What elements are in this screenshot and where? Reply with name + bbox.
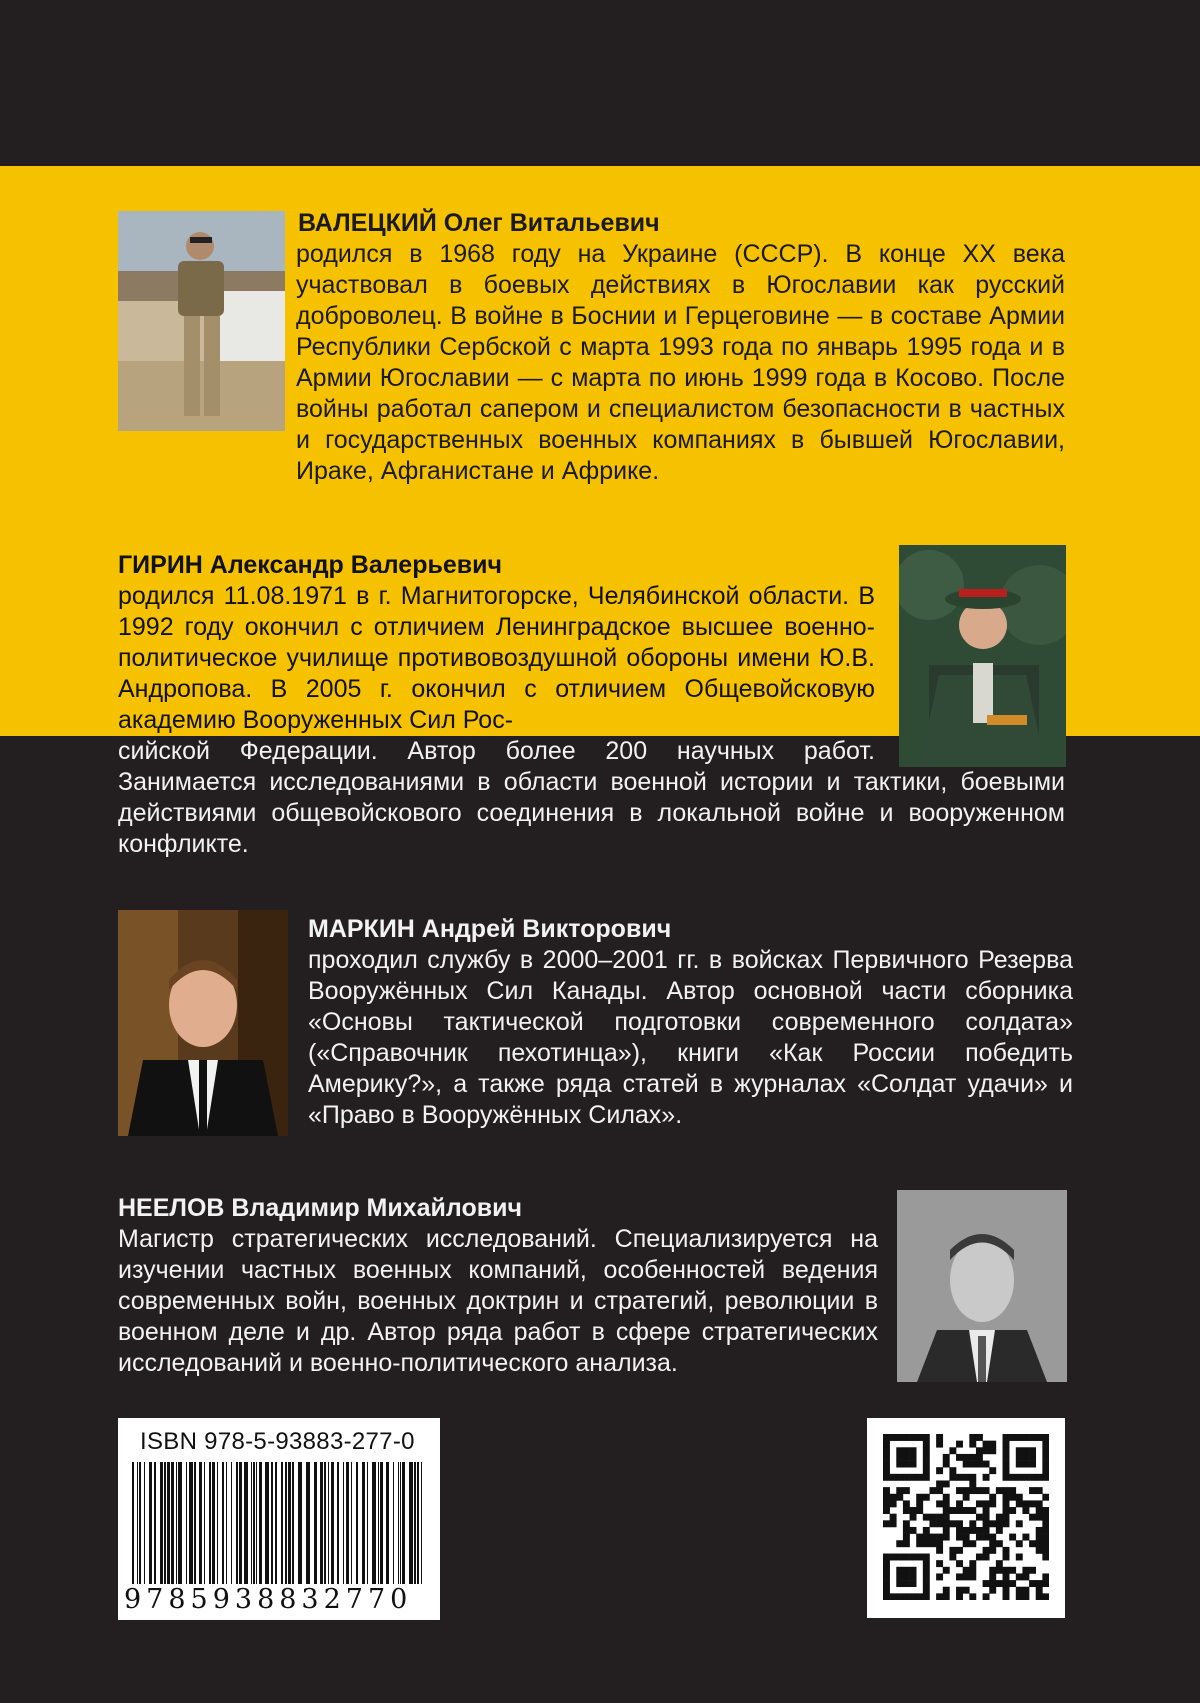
author-name: ВАЛЕЦКИЙ Олег Витальевич	[298, 209, 660, 237]
author-name: МАРКИН Андрей Викторович	[308, 915, 672, 943]
author-bio-text: родился в 1968 году на Украине (СССР). В конце XX века участвовал в боевых действиях в Югославии как русский доброволец. В войне в Боснии и Герцеговине — в составе Армии Республики Сербской с марта 1993 года по январь 1995 года и в Армии Югославии — с марта по июнь 1999 года в Косово. После войны работал сапером и специалистом безопасности в частных и государственных военных компаниях в бывшей Югославии, Ираке, Афганистане и Африке.	[296, 240, 1065, 485]
author-bio-girin-continued	[118, 736, 1065, 860]
author-bio-markin	[118, 914, 1073, 1167]
qr-code	[867, 1418, 1065, 1618]
author-bio-text-part1: родился 11.08.1971 в г. Магнитогорске, Челябинской области. В 1992 году окончил с отличием Ленинградское высшее военно-политическое училище противовоздушной обороны имени Ю.В. Андропова. В 2005 г. окончил с отличием Общевойсковую академию Вооруженных Сил Рос-	[118, 582, 875, 734]
author-name: ГИРИН Александр Валерьевич	[118, 551, 502, 579]
author-bio-text: Магистр стратегических исследований. Специализируется на изучении частных военных компаний, особенностей ведения современных войн, военных доктрин и стратегий, революции в военном деле и др. Автор ряда работ в сфере стратегических исследований и военно-политического анализа.	[118, 1225, 878, 1377]
author-bio-neelov	[118, 1193, 878, 1379]
isbn-label: ISBN 978-5-93883-277-0	[140, 1428, 415, 1455]
author-bio-text-part2: сийской Федерации. Автор более 200 научных работ. Занимается исследованиями в области военной истории и тактики, боевыми действиями общевойскового соединения в локальной войне и вооруженном конфликте.	[118, 737, 1065, 858]
author-photo-neelov	[897, 1190, 1067, 1382]
barcode-bars	[132, 1462, 428, 1584]
qr-code-image	[883, 1434, 1049, 1600]
author-bio-text: проходил службу в 2000–2001 гг. в войсках Первичного Резерва Вооружённых Сил Канады. Автор основной части сборника «Основы тактической подготовки современного солдата» («Справочник пехотинца»), книги «Как России победить Америку?», а также ряда статей в журналах «Солдат удачи» и «Право в Вооружённых Силах».	[308, 946, 1073, 1129]
isbn-barcode	[118, 1418, 440, 1620]
barcode-digits: 9785938832770	[124, 1584, 413, 1615]
author-name: НЕЕЛОВ Владимир Михайлович	[118, 1194, 522, 1222]
author-bio-valetsky	[118, 208, 1065, 487]
